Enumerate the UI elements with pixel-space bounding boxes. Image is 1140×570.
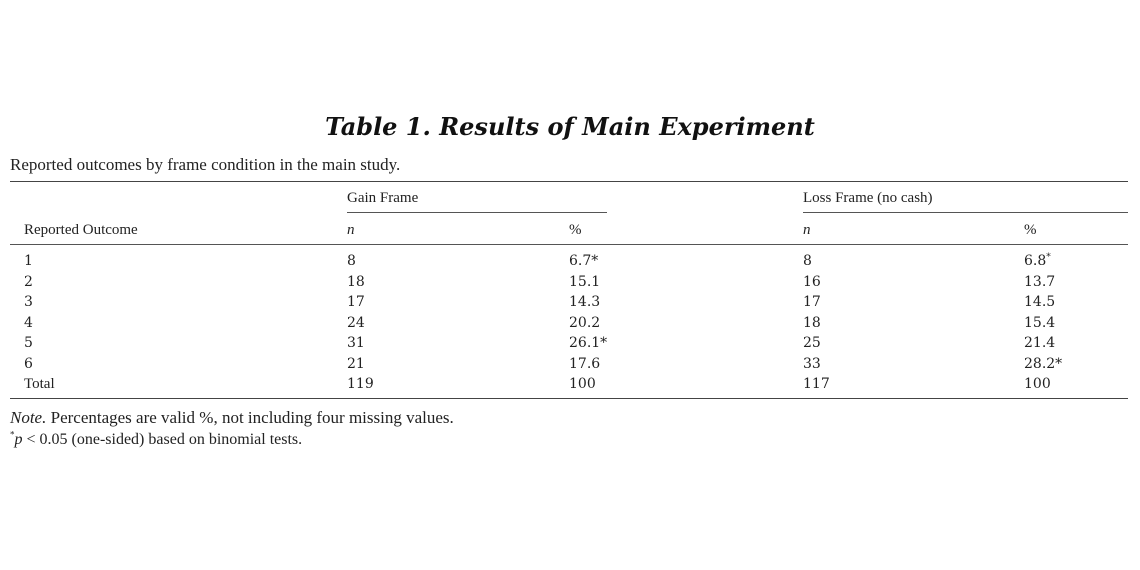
row-1-loss-pct: [1024, 252, 1051, 270]
row-4-outcome: 4: [24, 315, 33, 331]
row-5-loss-n: 25: [803, 335, 821, 351]
row-5-loss-pct: 21.4: [1024, 335, 1056, 351]
row-1-outcome: 1: [24, 253, 33, 269]
header-bottom-rule: [10, 244, 1128, 245]
row-3-outcome: 3: [24, 294, 33, 310]
significance-p: p: [14, 431, 23, 448]
row-2-loss-n: 16: [803, 274, 821, 290]
row-total-gain-n: 119: [347, 376, 374, 392]
group-header-gain: Gain Frame: [347, 190, 419, 206]
row-total-loss-n: 117: [803, 376, 830, 392]
row-6-gain-pct: 17.6: [569, 356, 601, 372]
row-total-outcome: Total: [24, 376, 55, 392]
column-header-outcome: Reported Outcome: [24, 222, 138, 238]
table-bottom-rule: [10, 398, 1128, 399]
row-6-loss-n: 33: [803, 356, 821, 372]
table-top-rule: [10, 181, 1128, 182]
row-1-loss-n: 8: [803, 253, 812, 269]
column-header-gain-n: n: [347, 222, 355, 238]
column-header-loss-n: n: [803, 222, 811, 238]
loss-group-underline: [803, 212, 1128, 213]
row-1-gain-pct: 6.7*: [569, 253, 599, 269]
row-3-loss-n: 17: [803, 294, 821, 310]
table-caption: Reported outcomes by frame condition in the main study.: [10, 155, 401, 174]
row-1-loss-pct-sup: *: [1046, 252, 1051, 263]
note-text: Percentages are valid %, not including four missing values.: [46, 408, 454, 427]
row-6-gain-n: 21: [347, 356, 365, 372]
table-note: [10, 408, 454, 428]
note-label: Note.: [10, 408, 47, 427]
row-3-gain-pct: 14.3: [569, 294, 601, 310]
row-2-gain-n: 18: [347, 274, 365, 290]
row-5-gain-n: 31: [347, 335, 365, 351]
row-5-gain-pct: 26.1*: [569, 335, 608, 351]
row-6-outcome: 6: [24, 356, 33, 372]
row-4-loss-pct: 15.4: [1024, 315, 1056, 331]
row-1-loss-pct-value: 6.8: [1024, 253, 1047, 269]
row-3-gain-n: 17: [347, 294, 365, 310]
column-header-loss-pct: %: [1024, 222, 1037, 238]
row-2-gain-pct: 15.1: [569, 274, 601, 290]
row-6-loss-pct: 28.2*: [1024, 356, 1063, 372]
row-4-loss-n: 18: [803, 315, 821, 331]
column-header-gain-pct: %: [569, 222, 582, 238]
group-header-loss: Loss Frame (no cash): [803, 190, 933, 206]
row-total-loss-pct: 100: [1024, 376, 1051, 392]
table-title: Table 1. Results of Main Experiment: [325, 112, 815, 141]
row-4-gain-n: 24: [347, 315, 365, 331]
row-5-outcome: 5: [24, 335, 33, 351]
significance-text: < 0.05 (one-sided) based on binomial tests.: [22, 431, 303, 448]
row-4-gain-pct: 20.2: [569, 315, 601, 331]
gain-group-underline: [347, 212, 607, 213]
row-2-outcome: 2: [24, 274, 33, 290]
significance-star: *: [10, 429, 15, 440]
row-3-loss-pct: 14.5: [1024, 294, 1056, 310]
row-1-gain-n: 8: [347, 253, 356, 269]
significance-note: [10, 431, 302, 449]
row-total-gain-pct: 100: [569, 376, 596, 392]
row-2-loss-pct: 13.7: [1024, 274, 1056, 290]
